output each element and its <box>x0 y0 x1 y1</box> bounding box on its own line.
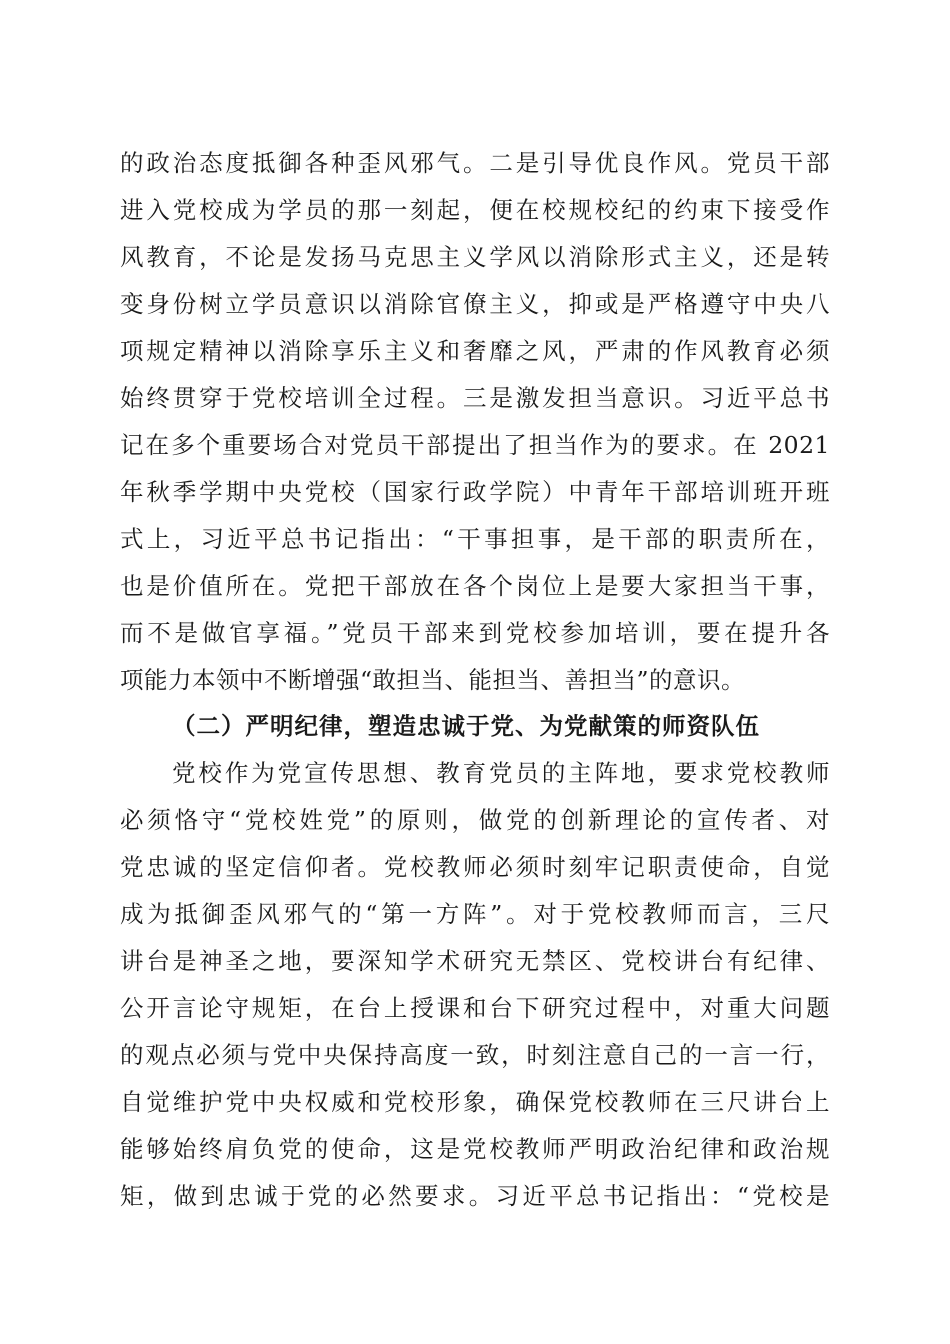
paragraph-line: 自觉维护党中央权威和党校形象，确保党校教师在三尺讲台上 <box>120 1088 830 1116</box>
paragraph-line: 的政治态度抵御各种歪风邪气。二是引导优良作风。党员干部 <box>120 149 830 177</box>
paragraph-line: 能够始终肩负党的使命，这是党校教师严明政治纪律和政治规 <box>120 1135 830 1163</box>
paragraph-line: 成为抵御歪风邪气的“第一方阵”。对于党校教师而言，三尺 <box>120 900 830 928</box>
paragraph-line: 进入党校成为学员的那一刻起，便在校规校纪的约束下接受作 <box>120 196 830 224</box>
paragraph-line: 变身份树立学员意识以消除官僚主义，抑或是严格遵守中央八 <box>120 290 830 318</box>
paragraph-line: 始终贯穿于党校培训全过程。三是激发担当意识。习近平总书 <box>120 384 830 412</box>
paragraph-line: 风教育，不论是发扬马克思主义学风以消除形式主义，还是转 <box>120 243 830 271</box>
paragraph-line: 矩，做到忠诚于党的必然要求。习近平总书记指出：“党校是 <box>120 1182 830 1210</box>
paragraph-line: 记在多个重要场合对党员干部提出了担当作为的要求。在 2021 <box>120 431 830 459</box>
section-heading: （二）严明纪律，塑造忠诚于党、为党献策的师资队伍 <box>172 712 760 740</box>
paragraph-line: 而不是做官享福。”党员干部来到党校参加培训，要在提升各 <box>120 619 830 647</box>
paragraph-line: 式上，习近平总书记指出：“干事担事，是干部的职责所在， <box>120 525 830 553</box>
paragraph-line: 公开言论守规矩，在台上授课和台下研究过程中，对重大问题 <box>120 994 830 1022</box>
paragraph-line: 必须恪守“党校姓党”的原则，做党的创新理论的宣传者、对 <box>120 806 830 834</box>
paragraph-line: 的观点必须与党中央保持高度一致，时刻注意自己的一言一行， <box>120 1041 830 1069</box>
paragraph-line: 也是价值所在。党把干部放在各个岗位上是要大家担当干事， <box>120 572 830 600</box>
paragraph-line: 讲台是神圣之地，要深知学术研究无禁区、党校讲台有纪律、 <box>120 947 830 975</box>
paragraph-line: 项规定精神以消除享乐主义和奢靡之风，严肃的作风教育必须 <box>120 337 830 365</box>
paragraph-line: 党校作为党宣传思想、教育党员的主阵地，要求党校教师 <box>172 759 830 787</box>
paragraph-line: 年秋季学期中央党校（国家行政学院）中青年干部培训班开班 <box>120 478 830 506</box>
paragraph-line: 项能力本领中不断增强“敢担当、能担当、善担当”的意识。 <box>120 666 746 694</box>
paragraph-line: 党忠诚的坚定信仰者。党校教师必须时刻牢记职责使命，自觉 <box>120 853 830 881</box>
